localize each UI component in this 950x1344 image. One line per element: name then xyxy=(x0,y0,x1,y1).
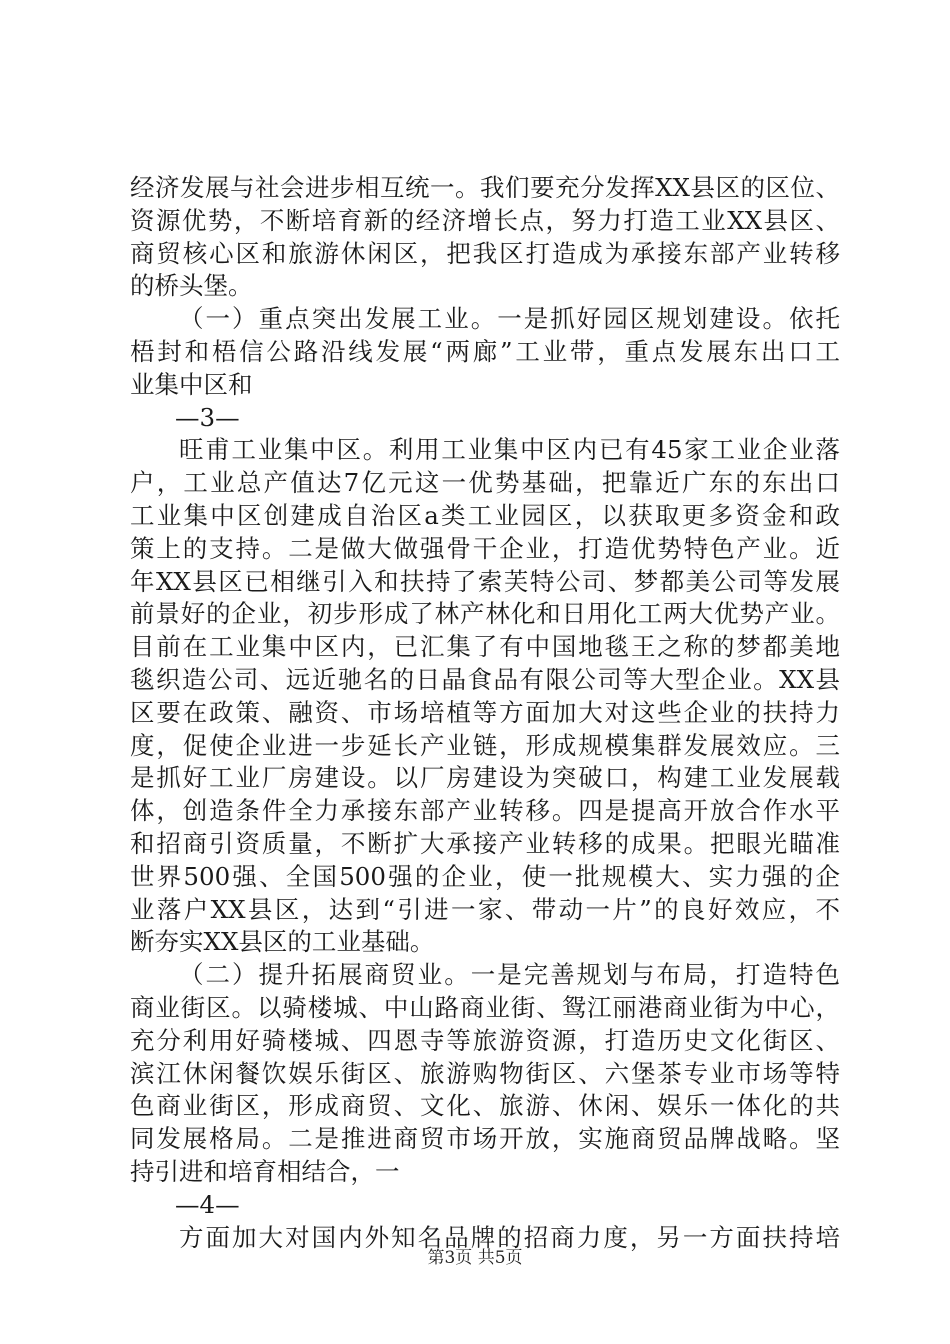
text-line: （一）重点突出发展工业。一是抓好园区规划建设。依托 xyxy=(179,304,840,334)
text-line: 世界500强、全国500强的企业，使一批规模大、实力强的企 xyxy=(130,861,840,891)
text-line: 体，创造条件全力承接东部产业转移。四是提高开放合作水平 xyxy=(130,796,840,826)
text-line: 经济发展与社会进步相互统一。我们要充分发挥XX县区的区位、 xyxy=(130,173,840,202)
text-line: 充分利用好骑楼城、四恩寺等旅游资源，打造历史文化街区、 xyxy=(130,1025,840,1055)
page-footer: 第3页 共5页 xyxy=(427,1248,523,1268)
text-line: 毯织造公司、远近驰名的日晶食品有限公司等大型企业。XX县 xyxy=(130,664,840,694)
text-line: 户，工业总产值达7亿元这一优势基础，把靠近广东的东出口 xyxy=(130,468,840,498)
text-line: 工业集中区创建成自治区a类工业园区，以获取更多资金和政 xyxy=(130,500,840,530)
text-line: 色商业街区，形成商贸、文化、旅游、休闲、娱乐一体化的共 xyxy=(130,1091,840,1121)
text-line: 梧封和梧信公路沿线发展“两廊”工业带，重点发展东出口工 xyxy=(130,336,840,366)
text-line: 区要在政策、融资、市场培植等方面加大对这些企业的扶持力 xyxy=(130,697,840,727)
text-line: 商业街区。以骑楼城、中山路商业街、鸳江丽港商业街为中心， xyxy=(130,992,840,1022)
text-line: 目前在工业集中区内，已汇集了有中国地毯王之称的梦都美地 xyxy=(130,632,840,662)
text-line: 断夯实XX县区的工业基础。 xyxy=(130,927,435,957)
text-line: 年XX县区已相继引入和扶持了索芙特公司、梦都美公司等发展 xyxy=(130,566,840,596)
page-marker: —4— xyxy=(175,1189,240,1219)
text-line: 持引进和培育相结合，一 xyxy=(130,1156,400,1186)
text-line: （二）提升拓展商贸业。一是完善规划与布局，打造特色 xyxy=(179,960,840,990)
text-line: 前景好的企业，初步形成了林产林化和日用化工两大优势产业。 xyxy=(130,599,840,629)
text-line: 的桥头堡。 xyxy=(130,271,253,301)
text-line: 同发展格局。二是推进商贸市场开放，实施商贸品牌战略。坚 xyxy=(130,1124,840,1154)
text-line: 和招商引资质量，不断扩大承接产业转移的成果。把眼光瞄准 xyxy=(130,828,840,858)
document-body xyxy=(130,172,840,1254)
page-marker: —3— xyxy=(175,402,240,432)
text-line: 旺甫工业集中区。利用工业集中区内已有45家工业企业落 xyxy=(179,435,840,465)
text-line: 业集中区和 xyxy=(130,369,253,399)
text-line: 度，促使企业进一步延长产业链，形成规模集群发展效应。三 xyxy=(130,730,840,760)
text-line: 滨江休闲餐饮娱乐街区、旅游购物街区、六堡茶专业市场等特 xyxy=(130,1058,840,1088)
text-line: 业落户XX县区，达到“引进一家、带动一片”的良好效应，不 xyxy=(130,894,840,924)
text-line: 资源优势，不断培育新的经济增长点，努力打造工业XX县区、 xyxy=(130,205,840,235)
text-line: 商贸核心区和旅游休闲区，把我区打造成为承接东部产业转移 xyxy=(130,238,840,268)
text-line: 策上的支持。二是做大做强骨干企业，打造优势特色产业。近 xyxy=(130,533,840,563)
text-line: 是抓好工业厂房建设。以厂房建设为突破口，构建工业发展载 xyxy=(130,763,840,793)
text-line: 方面加大对国内外知名品牌的招商力度，另一方面扶持培 xyxy=(179,1222,840,1252)
